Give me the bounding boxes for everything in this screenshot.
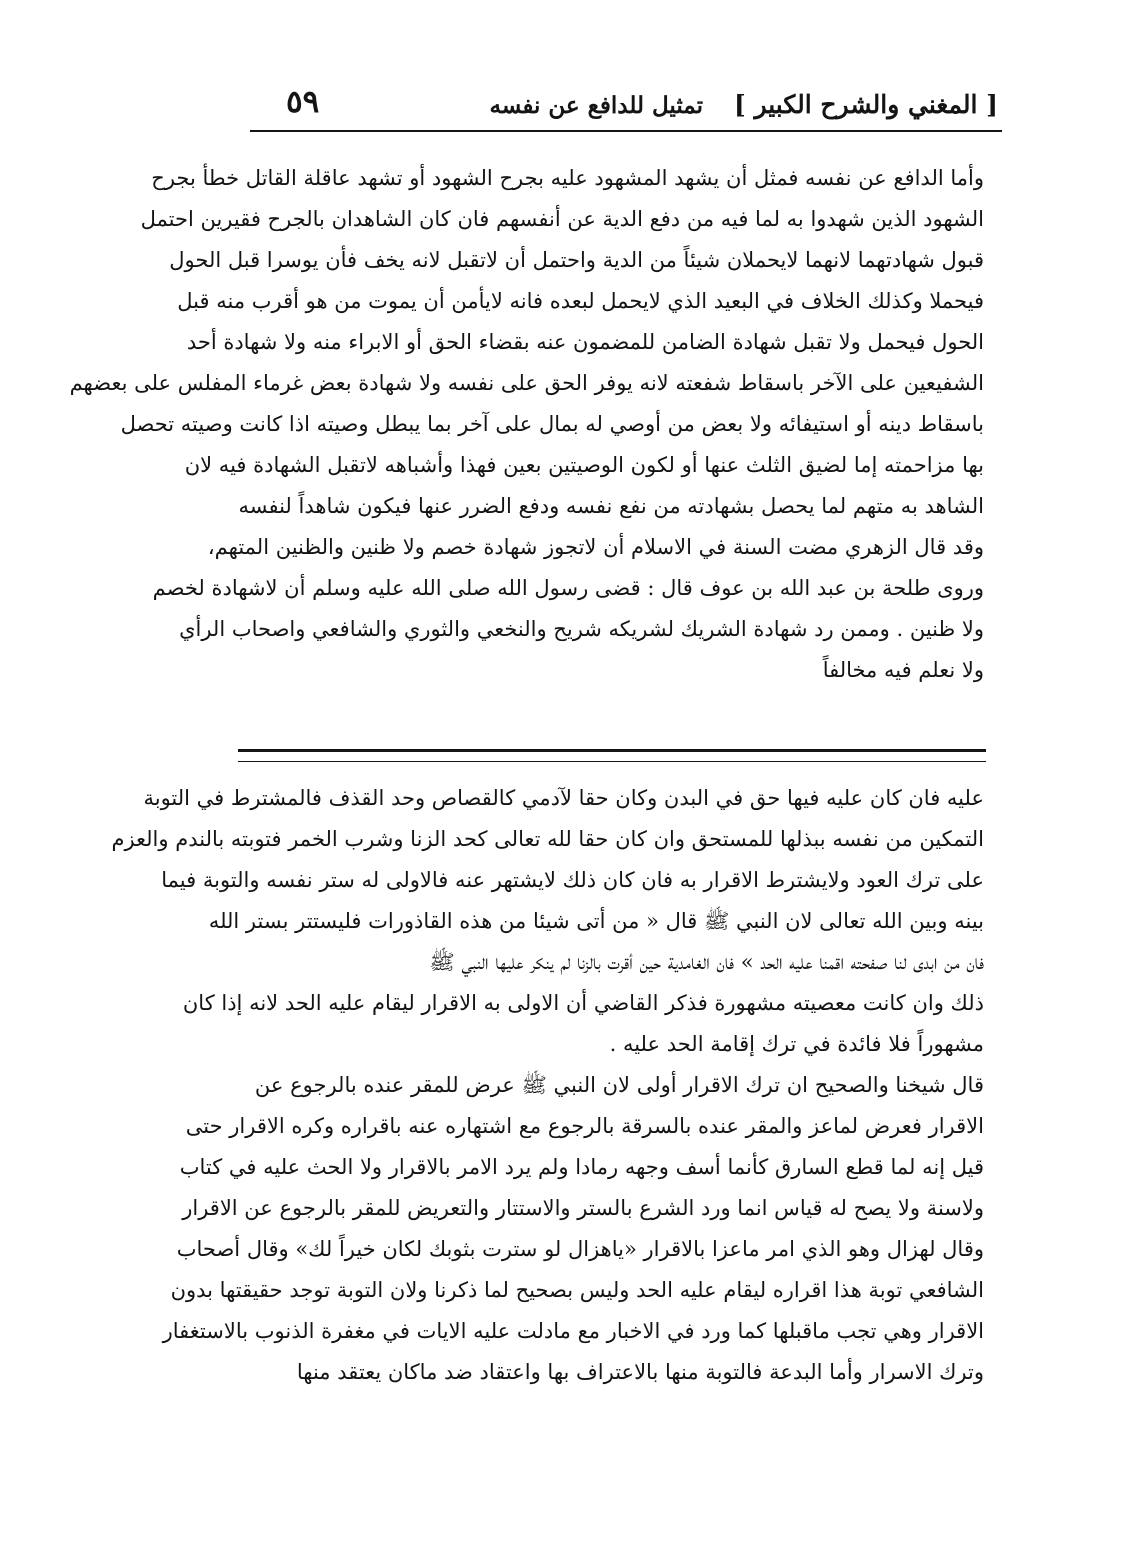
text-line: عليه فان كان عليه فيها حق في البدن وكان حقا لآدمي كالقصاص وحد القذف فالمشترط في التوبة xyxy=(143,786,984,810)
text-line: بها مزاحمته إما لضيق الثلث عنها أو لكون الوصيتين بعين فهذا وأشباهه لاتقبل الشهادة فيه لان xyxy=(184,453,984,477)
text-line: الشاهد به متهم لما يحصل بشهادته من نفع نفسه ودفع الضرر عنها فيكون شاهداً لنفسه xyxy=(238,494,984,518)
text-line: على ترك العود ولايشترط الاقرار به فان كان ذلك لايشتهر عنه فالاولى له ستر نفسه والتوبة فيما xyxy=(161,868,984,892)
text-line: ولا ظنين . وممن رد شهادة الشريك لشريكه شريح والنخعي والثوري والشافعي واصحاب الرأي xyxy=(179,617,984,641)
page-number: ٥٩ xyxy=(286,84,320,120)
section-divider xyxy=(238,749,986,762)
text-line: فيحملا وكذلك الخلاف في البعيد الذي لايحمل لبعده فانه لايأمن أن يموت من هو أقرب منه قبل xyxy=(177,289,984,313)
running-header xyxy=(258,84,998,130)
book-title: [ المغني والشرح الكبير ] xyxy=(733,90,998,119)
text-line: وأما الدافع عن نفسه فمثل أن يشهد المشهود عليه بجرح الشهود أو تشهد عاقلة القاتل خطأ بجرح xyxy=(151,166,984,190)
text-line: قال شيخنا والصحيح ان ترك الاقرار أولى لان النبي ﷺ عرض للمقر عنده بالرجوع عن xyxy=(254,1073,984,1097)
text-line: الشافعي توبة هذا اقراره ليقام عليه الحد وليس بصحيح لما ذكرنا ولان التوبة توجد حقيقتها بدون xyxy=(170,1278,984,1302)
text-line: الشهود الذين شهدوا به لما فيه من دفع الدية عن أنفسهم فان كان الشاهدان بالجرح فقيرين احتمل xyxy=(140,207,984,231)
text-line: ولاسنة ولا يصح له قياس انما ورد الشرع بالستر والاستتار والتعريض للمقر بالرجوع عن الاقرار xyxy=(182,1196,984,1220)
text-line: بينه وبين الله تعالى لان النبي ﷺ قال « من أتى شيئا من هذه القاذورات فليستتر بستر الله xyxy=(208,909,984,933)
text-line: ولا نعلم فيه مخالفاً xyxy=(822,658,984,682)
section-subject: تمثيل للدافع عن نفسه xyxy=(489,92,703,119)
text-line: الشفيعين على الآخر باسقاط شفعته لانه يوفر الحق على نفسه ولا شهادة بعض غرماء المفلس على بعضهم xyxy=(69,371,984,395)
text-line: وترك الاسرار وأما البدعة فالتوبة منها بالاعتراف بها واعتقاد ضد ماكان يعتقد منها xyxy=(296,1360,984,1384)
text-line: الاقرار فعرض لماعز والمقر عنده بالسرقة بالرجوع مع اشتهاره عنه باقراره وكره الاقرار حتى xyxy=(185,1114,984,1138)
text-line: وقد قال الزهري مضت السنة في الاسلام أن لاتجوز شهادة خصم ولا ظنين والظنين المتهم، xyxy=(207,535,984,559)
text-line: مشهوراً فلا فائدة في ترك إقامة الحد عليه . xyxy=(609,1032,984,1056)
header-rule xyxy=(250,130,1002,132)
text-line: قيل إنه لما قطع السارق كأنما أسف وجهه رمادا ولم يرد الامر بالاقرار ولا الحث عليه في كتاب xyxy=(179,1155,984,1179)
text-line: الاقرار وهي تجب ماقبلها كما ورد في الاخبار مع مادلت عليه الايات في مغفرة الذنوب بالاستغفار xyxy=(162,1319,984,1343)
main-text-block xyxy=(69,158,984,691)
text-line: وروى طلحة بن عبد الله بن عوف قال : قضى رسول الله صلى الله عليه وسلم أن لاشهادة لخصم xyxy=(152,576,984,600)
text-line: ذلك وان كانت معصيته مشهورة فذكر القاضي أن الاولى به الاقرار ليقام عليه الحد لانه إذا كان xyxy=(182,991,984,1015)
text-line: قبول شهادتهما لانهما لايحملان شيئاً من الدية واحتمل أن لاتقبل لانه يخف فأن يوسرا قبل الحول xyxy=(169,248,984,272)
text-line: فان من ابدى لنا صفحته اقمنا عليه الحد » فان الغامدية حين أقرت بالزنا لم ينكر عليها النبي ﷺ xyxy=(429,950,984,974)
commentary-text-block xyxy=(111,778,984,1393)
text-line: الحول فيحمل ولا تقبل شهادة الضامن للمضمون عنه بقضاء الحق أو الابراء منه ولا شهادة أحد xyxy=(186,330,984,354)
text-line: باسقاط دينه أو استيفائه ولا بعض من أوصي له بمال على آخر بما يبطل وصيته اذا كانت وصيته تحصل xyxy=(120,412,984,436)
text-line: التمكين من نفسه ببذلها للمستحق وان كان حقا لله تعالى كحد الزنا وشرب الخمر فتوبته بالندم والعزم xyxy=(111,827,984,851)
text-line: وقال لهزال وهو الذي امر ماعزا بالاقرار «ياهزال لو سترت بثوبك لكان خيراً لك» وقال أصحاب xyxy=(176,1237,984,1261)
